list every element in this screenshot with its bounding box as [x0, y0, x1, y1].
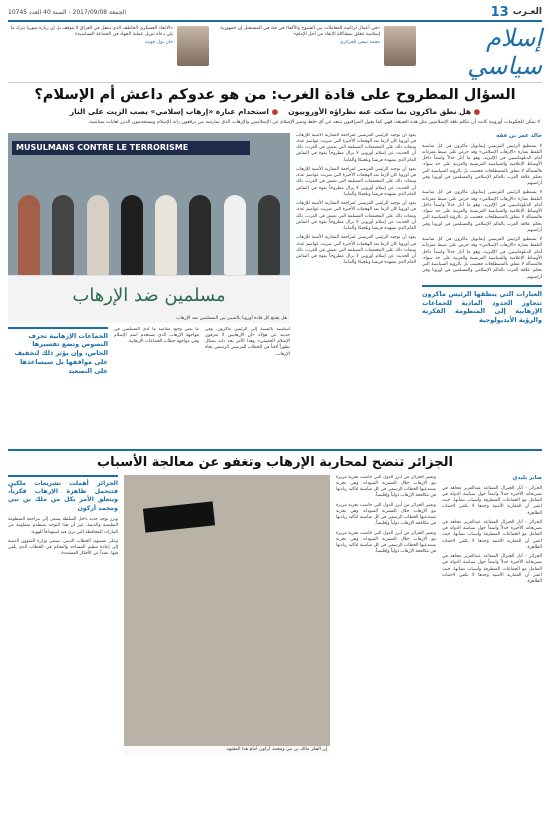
- article1-pullquote-2: العبارات التي ينطقها الرئيس ماكرون تتجاوز الحدود المادية للجماعات الإرهابية إلى المنظومة الفكرية والرؤية الأيديولوجية: [422, 285, 542, 325]
- page-header: [8, 6, 542, 22]
- photo-banner-arabic: مسلمين ضد الإرهاب: [8, 275, 290, 315]
- teaser-author: جان بول جوتيه: [145, 40, 173, 46]
- article2-byline: صابر بليدي: [512, 474, 542, 481]
- crowd: [8, 159, 290, 275]
- photo-caption: إن الفكر مالك بن نبي ومحمد أركون أمام هذا المشهد: [124, 746, 330, 755]
- teaser-quote: «في أعمال لرئاسة المعاملات بين الشيوخ والأكفاء في فئة في المستقبل إن جمهورية إسلامية تتعلق بمشاكلة الإنقاذ من أجل الإمام»: [220, 26, 380, 38]
- article2-column-1: صابر بليدي الجزائر - أثار الجنرال المتقاعد عبدالعزيز مجاهد في تصريحاته الأخيرة جدلاً واسعاً حول سياسة الدولة في التعامل مع الجماعات المتطرفة وأسباب نشأتها، حيث اعتبر أن المقاربة الأمنية وحدها لا تكفي لاجتثاث الظاهرة. الجزائر - أثار الجنرال المتقاعد عبدالعزيز مجاهد في تصريحاته الأخيرة جدلاً واسعاً حول سياسة الدولة في التعامل مع الجماعات المتطرفة وأسباب نشأتها، حيث اعتبر أن المقاربة الأمنية وحدها لا تكفي لاجتثاث الظاهرة. الجزائر - أثار الجنرال المتقاعد عبدالعزيز مجاهد في تصريحاته الأخيرة جدلاً واسعاً حول سياسة الدولة في التعامل مع الجماعات المتطرفة وأسباب نشأتها، حيث اعتبر أن المقاربة الأمنية وحدها لا تكفي لاجتثاث الظاهرة.: [442, 474, 542, 584]
- section-divider: [8, 449, 542, 451]
- page-number: 13: [490, 4, 509, 20]
- paper-brand: [491, 5, 542, 20]
- article1-headline-block: [8, 82, 542, 116]
- teaser-portrait: [177, 26, 209, 66]
- protest-photo: [8, 133, 290, 323]
- article1-body: [8, 133, 542, 443]
- armed-group-photo: [124, 475, 330, 755]
- article1-column-right: خالد عمر بن ققه لا يستطيع الرئيس الفرنسي إيمانويل ماكرون في كل مناسبة التلفظ بعبارة «الإرهاب الإسلامي» وقد حرص على ضبط مفرداته أمام الدبلوماسيين في الإليزيه، وهو ما أثار جدلاً واسعاً داخل الأوساط الإعلامية والسياسية الفرنسية والعربية على حد سواء. فالمسألة لا تتعلق بالمصطلحات فحسب بل بالرؤية السياسية التي تحكم علاقة الغرب بالعالم الإسلامي والمسلمين في أوروبا وفي أراضيهم. لا يستطيع الرئيس الفرنسي إيمانويل ماكرون في كل مناسبة التلفظ بعبارة «الإرهاب الإسلامي» وقد حرص على ضبط مفرداته أمام الدبلوماسيين في الإليزيه، وهو ما أثار جدلاً واسعاً داخل الأوساط الإعلامية والسياسية الفرنسية والعربية على حد سواء. فالمسألة لا تتعلق بالمصطلحات فحسب بل بالرؤية السياسية التي تحكم علاقة الغرب بالعالم الإسلامي والمسلمين في أوروبا وفي أراضيهم. لا يستطيع الرئيس الفرنسي إيمانويل ماكرون في كل مناسبة التلفظ بعبارة «الإرهاب الإسلامي» وقد حرص على ضبط مفرداته أمام الدبلوماسيين في الإليزيه، وهو ما أثار جدلاً واسعاً داخل الأوساط الإعلامية والسياسية الفرنسية والعربية على حد سواء. فالمسألة لا تتعلق بالمصطلحات فحسب بل بالرؤية السياسية التي تحكم علاقة الغرب بالعالم الإسلامي والمسلمين في أوروبا وفي أراضيهم. العبارات التي ينطقها الرئيس ماكرون تتجاوز الحدود المادية للجماعات الإرهابية إلى المنظومة الفكرية والرؤية الأيديولوجية: [422, 132, 542, 325]
- issue-date: الجمعة 2017/09/08 - السنة 40 العدد 10745: [8, 8, 126, 16]
- article1-byline: خالد عمر بن ققه: [496, 132, 542, 139]
- paper-name: العـرب: [512, 7, 542, 17]
- article2-column-2: وتعتبر الجزائر من أبرز الدول التي خاضت تجربة مريرة مع الإرهاب خلال العشرية السوداء، وهي تجربة يستدعيها الخطاب الرسمي في كل مناسبة لتأكيد ريادتها في مكافحة الإرهاب دولياً وإقليمياً. وتعتبر الجزائر من أبرز الدول التي خاضت تجربة مريرة مع الإرهاب خلال العشرية السوداء، وهي تجربة يستدعيها الخطاب الرسمي في كل مناسبة لتأكيد ريادتها في مكافحة الإرهاب دولياً وإقليمياً. وتعتبر الجزائر من أبرز الدول التي خاضت تجربة مريرة مع الإرهاب خلال العشرية السوداء، وهي تجربة يستدعيها الخطاب الرسمي في كل مناسبة لتأكيد ريادتها في مكافحة الإرهاب دولياً وإقليمياً.: [336, 474, 436, 555]
- section-title: إسلام سياسي: [467, 24, 542, 80]
- teaser-author: محمد صفي الجزائري: [339, 40, 380, 46]
- article2-body: [8, 475, 542, 755]
- photo-banner-french: MUSULMANS CONTRE LE TERRORISME: [12, 141, 250, 155]
- teaser-portrait: [384, 26, 416, 66]
- bullet-icon: ●: [473, 107, 481, 116]
- photo-text-row: [8, 327, 290, 443]
- article2-headline: الجزائر تنضح لمحاربة الإرهاب وتغفو عن معالجة الأسباب: [97, 454, 453, 470]
- article1-photo-area: [8, 133, 290, 443]
- photo-text-col-1: أساسية بالنسبة إلى الرئيس ماكرون، وفي حديثه عن هؤلاء «أن الإرهابيين لا يعرفون الإسلام الحقيقي» وهذا الأمر بحد ذاته يشكل تطوراً لافتاً في الخطاب الفرنسي الرسمي تجاه الإرهاب.: [205, 326, 290, 357]
- photo-caption: هل يقتنع كل قادة أوروبا بالتمييز بين المسلمين ضد الإرهاب: [8, 315, 290, 323]
- black-flag: [143, 501, 215, 532]
- teaser-1[interactable]: [215, 26, 416, 78]
- teaser-strip: [8, 26, 542, 78]
- article1-headline: السؤال المطروح على قادة الغرب: من هو عدوكم داعش أم الإسلام؟: [34, 87, 516, 103]
- article1-subheads: [8, 107, 542, 116]
- article1-pullquote: الجماعات الإرهابية تحرف النصوص وتضع تفسيرها الخاص، وإن يؤثر ذلك لتخفيف على مواقفها بل سيساعدها على التصعيد: [8, 327, 108, 443]
- bullet-icon: ●: [271, 107, 279, 116]
- subhead-2: استخدام عبارة «إرهاب إسلامي» يصب الزيت على النار: [69, 107, 269, 116]
- photo-text-col-2: ما يعني وجود مقاصد ما لدى المسلمين في مواجهة الإرهاب الذي يستخدم اسم الإسلام وفي مواجهة خطاب الجماعات الإرهابية.: [114, 326, 199, 345]
- article2-pullquote: الجزائر أهملت تشريعات ملكين فتتحمل ظاهرة الإرهاب فكرياً، ويتعلق الأمر بكل من ملك بن نبي ومحمد أركون: [8, 475, 118, 513]
- article2-column-3: الجزائر أهملت تشريعات ملكين فتتحمل ظاهرة الإرهاب فكرياً، ويتعلق الأمر بكل من ملك بن نبي ومحمد أركون وبرز توجه جديد داخل السلطة يسعى إلى مراجعة المنظومة التعليمية والدينية، غير أن هذا التوجه يصطدم بمقاومة من التيارات المحافظة التي ترى فيه استهدافاً للهوية. وعلى مستوى الخطاب الديني، تسعى وزارة الشؤون الدينية إلى إعادة تنظيم المساجد والتحكم في الخطاب الذي يلقى فيها، بعيداً عن الأفكار المتشددة.: [8, 475, 118, 755]
- teaser-2[interactable]: [8, 26, 209, 78]
- teaser-quote: «الاتحاد العسكري الخاطف الذي يتنقل في العراق لا يتوقف بل إن زيارة سوريا تترك ما يلي دعاة تنزيل عملية الجهاد في الجماعة السياسية»: [10, 26, 173, 38]
- article1-column-mid: يعود أن توجيه الرئيس الفرنسي لمراجعة المقاربة الأمنية للإرهاب في أوروبا كان لازما بعد الهجمات الأخيرة التي ضربت عواصم عدة، وتبعات ذلك على المجتمعات المسلمة التي تعيش في الغرب، ذلك أن الحديث عن إسلام أوروبي لا يزال مطروحاً بقوة في النقاش العام الذي تشهده فرنسا وبلجيكا وألمانيا. يعود أن توجيه الرئيس الفرنسي لمراجعة المقاربة الأمنية للإرهاب في أوروبا كان لازما بعد الهجمات الأخيرة التي ضربت عواصم عدة، وتبعات ذلك على المجتمعات المسلمة التي تعيش في الغرب، ذلك أن الحديث عن إسلام أوروبي لا يزال مطروحاً بقوة في النقاش العام الذي تشهده فرنسا وبلجيكا وألمانيا. يعود أن توجيه الرئيس الفرنسي لمراجعة المقاربة الأمنية للإرهاب في أوروبا كان لازما بعد الهجمات الأخيرة التي ضربت عواصم عدة، وتبعات ذلك على المجتمعات المسلمة التي تعيش في الغرب، ذلك أن الحديث عن إسلام أوروبي لا يزال مطروحاً بقوة في النقاش العام الذي تشهده فرنسا وبلجيكا وألمانيا. يعود أن توجيه الرئيس الفرنسي لمراجعة المقاربة الأمنية للإرهاب في أوروبا كان لازما بعد الهجمات الأخيرة التي ضربت عواصم عدة، وتبعات ذلك على المجتمعات المسلمة التي تعيش في الغرب، ذلك أن الحديث عن إسلام أوروبي لا يزال مطروحاً بقوة في النقاش العام الذي تشهده فرنسا وبلجيكا وألمانيا.: [296, 132, 416, 266]
- subhead-1: هل نطق ماكرون بما سكت عنه نظراؤه الأوروبيون: [288, 107, 472, 116]
- article1-intro: لا يمكن للحكومات أوروبية كانت أن تتكلم بلغة الإسلاميين مثل هذه الصيغة، فهي كما يقول المراقبون تبتعد عن أي خلط وتميز الإسلام عن الإسلاميين والإرهاب الذي يمارسه من يرفعون راية الإسلام ويستخدمون الدين لغايات سياسية.: [88, 120, 540, 125]
